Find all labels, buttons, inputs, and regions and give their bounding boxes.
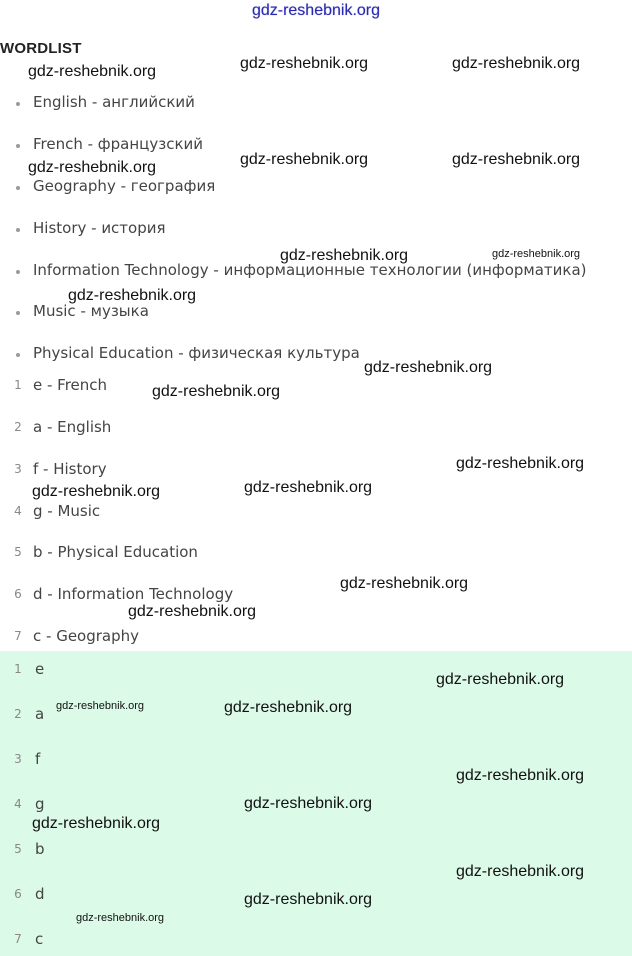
watermark: gdz-reshebnik.org [152,383,281,400]
bullet-icon [16,353,20,357]
watermark: gdz-reshebnik.org [280,247,409,264]
page-title: WORDLIST [0,40,82,57]
bullet-icon [16,144,20,148]
watermark: gdz-reshebnik.org [456,455,585,472]
watermark: gdz-reshebnik.org [240,151,369,168]
bullet-icon [16,102,20,106]
watermark: gdz-reshebnik.org [244,891,373,908]
watermark: gdz-reshebnik.org [452,55,581,72]
answer-box: 1 e 2 a 3 f 4 g 5 b 6 d 7 c [0,651,632,956]
watermark: gdz-reshebnik.org [452,151,581,168]
header-watermark: gdz-reshebnik.org [251,2,381,19]
bullet-icon [16,270,20,274]
watermark: gdz-reshebnik.org [224,699,353,716]
watermark: gdz-reshebnik.org [32,483,161,500]
watermark: gdz-reshebnik.org [364,359,493,376]
watermark: gdz-reshebnik.org [244,795,373,812]
watermark: gdz-reshebnik.org [244,479,373,496]
watermark: gdz-reshebnik.org [240,55,369,72]
watermark: gdz-reshebnik.org [128,603,257,620]
bullet-icon [16,186,20,190]
watermark: gdz-reshebnik.org [76,912,165,924]
watermark: gdz-reshebnik.org [56,700,145,712]
watermark: gdz-reshebnik.org [456,863,585,880]
bullet-icon [16,228,20,232]
watermark: gdz-reshebnik.org [456,767,585,784]
watermark: gdz-reshebnik.org [28,63,157,80]
watermark: gdz-reshebnik.org [32,815,161,832]
watermark: gdz-reshebnik.org [436,671,565,688]
watermark: gdz-reshebnik.org [492,248,581,260]
watermark: gdz-reshebnik.org [28,159,157,176]
watermark: gdz-reshebnik.org [68,287,197,304]
bullet-icon [16,311,20,315]
watermark: gdz-reshebnik.org [340,575,469,592]
